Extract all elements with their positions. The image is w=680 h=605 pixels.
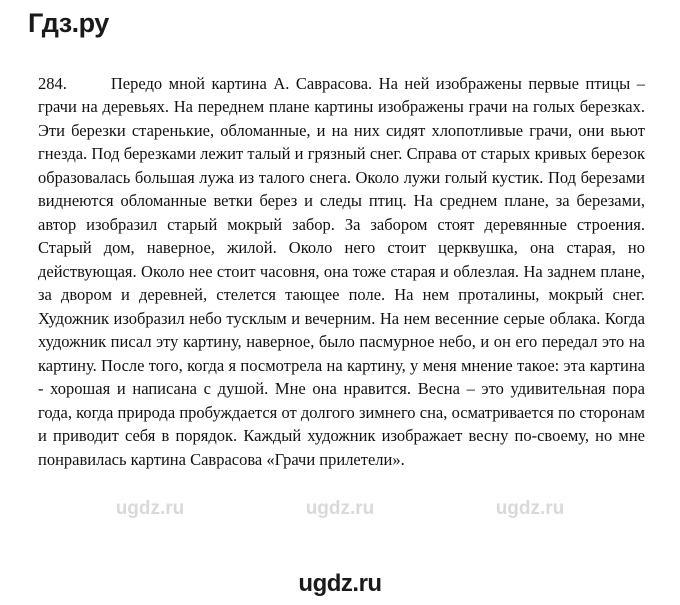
exercise-text: Передо мной картина А. Саврасова. На ней изображены первые птицы – грачи на деревьях. На переднем плане картины изображены грачи на голых березках. Эти березки старенькие, обломанные, и на них сидят хлопотливые грачи, они вьют гнезда. Под березками лежит талый и грязный снег. Справа от старых кривых березок образовалась большая лужа из талого снега. Около лужи голый кустик. Под березами виднеются обломанные ветки берез и следы птиц. На среднем плане, за березами, автор изобразил старый мокрый забор. За забором стоят деревянные строения. Старый дом, наверное, жилой. Около него стоит церквушка, она старая, но действующая. Около нее стоит часовня, она тоже старая и облезлая. На заднем плане, за двором и деревней, стелется тающее поле. На нем проталины, мокрый снег. Художник изобразил небо тусклым и вечерним. На нем весенние серые облака. Когда художник писал эту картину, наверное, было пасмурное небо, и он его передал это на картину. После того, когда я посмотрела на картину, у меня мнение такое: эта картина - хорошая и написана с душой. Мне она нравится. Весна – это удивительная пора года, когда природа пробуждается от долгого зимнего сна, осматривается по сторонам и приводит себя в порядок. Каждый художник изображает весну по-своему, но мне понравилась картина Саврасова «Грачи прилетели». <box>38 73 645 469</box>
watermark-row <box>0 498 680 520</box>
exercise-paragraph <box>38 72 645 472</box>
exercise-content <box>38 55 645 488</box>
watermark-left: ugdz.ru <box>115 498 185 519</box>
site-logo-header: Гдз.ру <box>28 8 109 38</box>
site-logo-footer: ugdz.ru <box>298 570 382 597</box>
exercise-number: 284. <box>38 73 67 93</box>
watermark-center: ugdz.ru <box>305 498 375 519</box>
watermark-right: ugdz.ru <box>495 498 565 519</box>
